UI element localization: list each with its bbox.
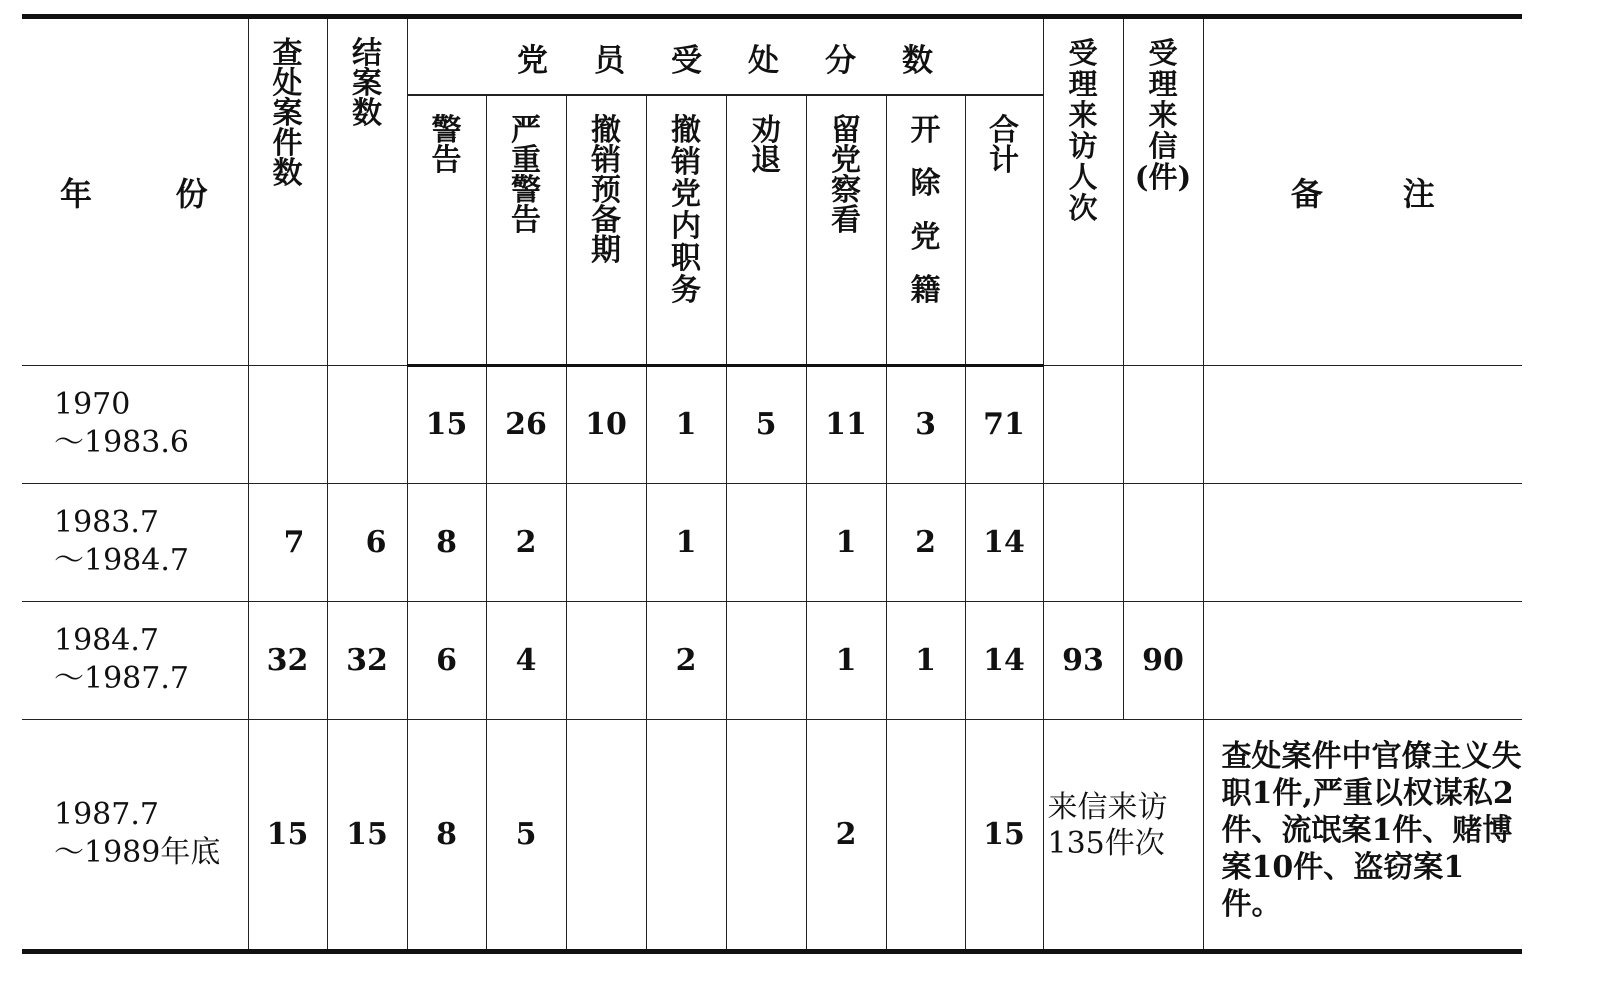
cell-serious-warning: 4 <box>486 601 566 719</box>
header-letters: 受 理 来 信 (件) <box>1123 17 1203 366</box>
cell-probation: 2 <box>806 719 886 951</box>
header-total: 合 计 <box>965 95 1043 365</box>
cell-total: 15 <box>965 719 1043 951</box>
header-serious-warning: 严 重 警 告 <box>486 95 566 365</box>
cell-closed: 6 <box>327 483 407 601</box>
cell-letters: 90 <box>1123 601 1203 719</box>
cell-remark <box>1203 483 1522 601</box>
header-party-probation: 留 党 察 看 <box>806 95 886 365</box>
cell-probation: 1 <box>806 601 886 719</box>
header-revoke-party-post: 撤 销 党 内 职 务 <box>646 95 726 365</box>
cell-serious-warning: 5 <box>486 719 566 951</box>
header-punishment-group: 党 员 受 处 分 数 <box>407 17 1043 96</box>
cell-letters <box>1123 365 1203 483</box>
cell-visits-letters-merged: 来信来访135件次 <box>1043 719 1203 951</box>
cell-revoke-probation <box>566 601 646 719</box>
cell-persuade: 5 <box>726 365 806 483</box>
cell-expel: 2 <box>886 483 965 601</box>
cell-persuade <box>726 601 806 719</box>
header-remarks: 备 注 <box>1203 17 1522 366</box>
cell-probation: 11 <box>806 365 886 483</box>
table-row <box>22 365 1522 483</box>
cell-warning: 8 <box>407 719 486 951</box>
header-revoke-probation: 撤 销 预 备 期 <box>566 95 646 365</box>
table-row <box>22 719 1522 951</box>
cell-revoke-probation <box>566 719 646 951</box>
cell-warning: 15 <box>407 365 486 483</box>
cell-cases <box>248 365 327 483</box>
header-year: 年 份 <box>22 17 248 366</box>
cell-total: 14 <box>965 601 1043 719</box>
header-cases-investigated: 查 处 案 件 数 <box>248 17 327 366</box>
cell-persuade <box>726 719 806 951</box>
cell-visits <box>1043 365 1123 483</box>
cell-warning: 8 <box>407 483 486 601</box>
cell-persuade <box>726 483 806 601</box>
cell-serious-warning: 2 <box>486 483 566 601</box>
cell-visits: 93 <box>1043 601 1123 719</box>
cell-serious-warning: 26 <box>486 365 566 483</box>
cell-expel: 3 <box>886 365 965 483</box>
cell-cases: 32 <box>248 601 327 719</box>
cell-letters <box>1123 483 1203 601</box>
cell-remark <box>1203 601 1522 719</box>
cell-cases: 15 <box>248 719 327 951</box>
cell-expel: 1 <box>886 601 965 719</box>
cell-revoke-post <box>646 719 726 951</box>
header-visits: 受 理 来 访 人 次 <box>1043 17 1123 366</box>
cell-closed: 15 <box>327 719 407 951</box>
cell-remark: 查处案件中官僚主义失职1件,严重以权谋私2件、流氓案1件、赌博案10件、盗窃案1件。 <box>1203 719 1522 951</box>
table-row <box>22 601 1522 719</box>
cell-revoke-probation: 10 <box>566 365 646 483</box>
cell-warning: 6 <box>407 601 486 719</box>
cell-revoke-post: 1 <box>646 483 726 601</box>
cell-probation: 1 <box>806 483 886 601</box>
year-cell: 1983.7 ～1984.7 <box>22 483 248 601</box>
cell-expel <box>886 719 965 951</box>
cell-revoke-probation <box>566 483 646 601</box>
cell-closed: 32 <box>327 601 407 719</box>
header-warning: 警 告 <box>407 95 486 365</box>
cell-total: 14 <box>965 483 1043 601</box>
cell-revoke-post: 2 <box>646 601 726 719</box>
header-expel: 开 除 党 籍 <box>886 95 965 365</box>
cell-total: 71 <box>965 365 1043 483</box>
cell-visits <box>1043 483 1123 601</box>
year-cell: 1984.7 ～1987.7 <box>22 601 248 719</box>
header-cases-closed: 结 案 数 <box>327 17 407 366</box>
cell-remark <box>1203 365 1522 483</box>
cell-revoke-post: 1 <box>646 365 726 483</box>
header-persuade-withdraw: 劝 退 <box>726 95 806 365</box>
table-row <box>22 483 1522 601</box>
cell-closed <box>327 365 407 483</box>
cell-cases: 7 <box>248 483 327 601</box>
year-cell: 1987.7 ～1989年底 <box>22 719 248 951</box>
discipline-statistics-table <box>22 14 1522 954</box>
year-cell: 1970 ～1983.6 <box>22 365 248 483</box>
